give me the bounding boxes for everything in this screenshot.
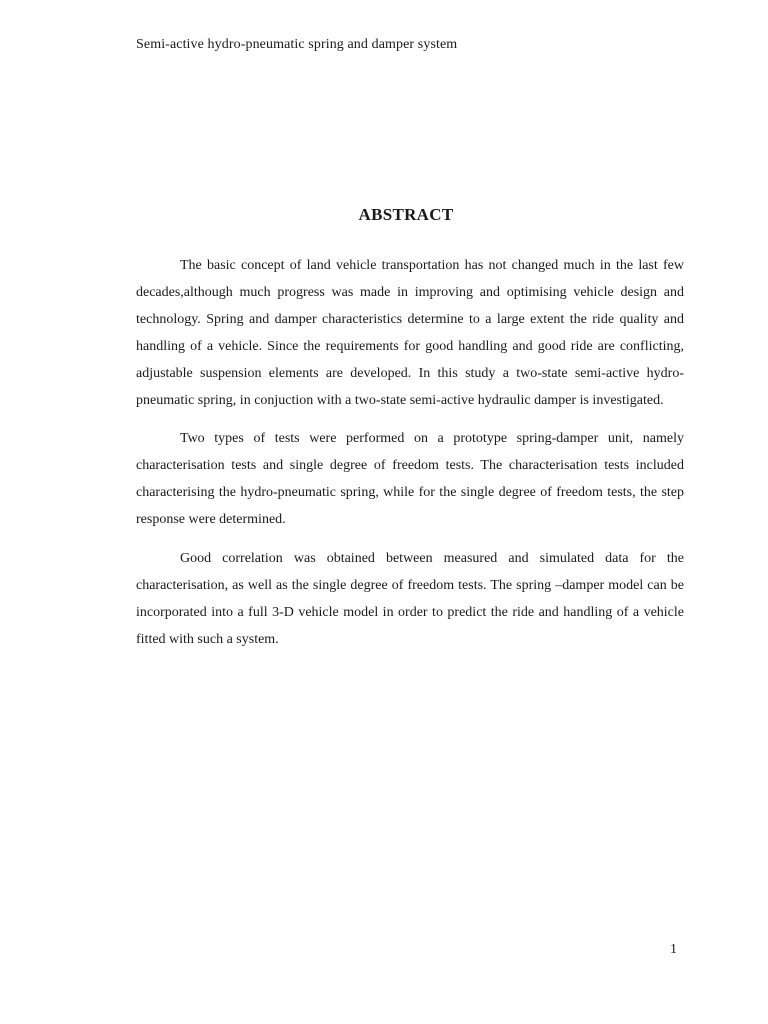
- abstract-paragraph-3: Good correlation was obtained between measured and simulated data for the characterisation, as well as the single degree of freedom tests. The spring –damper model can be incorporated into a full 3-D vehicle model in order to predict the ride and handling of a vehicle fitted with such a system.: [136, 551, 684, 647]
- abstract-paragraph-1: The basic concept of land vehicle transportation has not changed much in the last few decades,although much progress was made in improving and optimising vehicle design and technology. Spring and damper characteristics determine to a large extent the ride quality and handling of a vehicle. Since the requirements for good handling and good ride are conflicting, adjustable suspension elements are developed. In this study a two-state semi-active hydro-pneumatic spring, in conjuction with a two-state semi-active hydraulic damper is investigated.: [136, 258, 684, 408]
- page-number: 1: [670, 942, 677, 957]
- running-header: Semi-active hydro-pneumatic spring and damper system: [136, 37, 458, 52]
- abstract-heading: ABSTRACT: [358, 205, 454, 224]
- abstract-paragraph-2: Two types of tests were performed on a prototype spring-damper unit, namely characterisation tests and single degree of freedom tests. The characterisation tests included characterising the hydro-pneumatic spring, while for the single degree of freedom tests, the step response were determined.: [136, 431, 684, 528]
- abstract-body: [136, 253, 684, 666]
